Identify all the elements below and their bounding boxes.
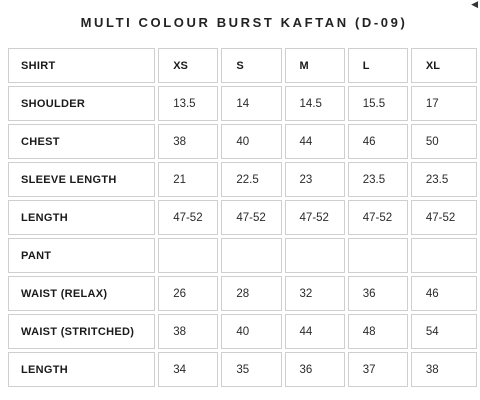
column-header-garment: SHIRT [8, 48, 155, 83]
size-table [5, 45, 480, 390]
column-header-size: XS [158, 48, 218, 83]
table-cell [348, 238, 408, 273]
table-cell: 36 [285, 352, 345, 387]
table-cell: 47-52 [348, 200, 408, 235]
table-row [8, 276, 477, 311]
table-cell: 21 [158, 162, 218, 197]
table-cell: 40 [221, 124, 281, 159]
row-label: WAIST (STRITCHED) [8, 314, 155, 349]
table-cell: 28 [221, 276, 281, 311]
table-cell: 23.5 [348, 162, 408, 197]
page-title: MULTI COLOUR BURST KAFTAN (D-09) [80, 15, 408, 30]
row-label: WAIST (RELAX) [8, 276, 155, 311]
table-cell: 35 [221, 352, 281, 387]
row-label: LENGTH [8, 352, 155, 387]
table-cell [411, 238, 477, 273]
table-header-row [8, 48, 477, 83]
table-cell: 38 [158, 124, 218, 159]
table-row [8, 86, 477, 121]
table-cell: 14.5 [285, 86, 345, 121]
table-cell: 22.5 [221, 162, 281, 197]
arrow-left-icon: ◀ [471, 0, 478, 9]
table-cell: 23.5 [411, 162, 477, 197]
table-cell: 13.5 [158, 86, 218, 121]
table-cell: 47-52 [285, 200, 345, 235]
table-cell: 23 [285, 162, 345, 197]
table-cell: 44 [285, 314, 345, 349]
table-cell: 47-52 [221, 200, 281, 235]
table-cell: 38 [158, 314, 218, 349]
table-row [8, 238, 477, 273]
row-label: CHEST [8, 124, 155, 159]
table-cell [158, 238, 218, 273]
table-cell [221, 238, 281, 273]
row-label: PANT [8, 238, 155, 273]
row-label: SLEEVE LENGTH [8, 162, 155, 197]
table-cell: 38 [411, 352, 477, 387]
table-cell: 40 [221, 314, 281, 349]
size-table-body [8, 48, 477, 387]
table-row [8, 200, 477, 235]
column-header-size: M [285, 48, 345, 83]
table-cell: 50 [411, 124, 477, 159]
table-cell: 17 [411, 86, 477, 121]
table-cell: 26 [158, 276, 218, 311]
table-row [8, 124, 477, 159]
table-cell: 44 [285, 124, 345, 159]
table-cell: 48 [348, 314, 408, 349]
table-cell: 36 [348, 276, 408, 311]
column-header-size: L [348, 48, 408, 83]
table-cell: 47-52 [411, 200, 477, 235]
table-cell: 54 [411, 314, 477, 349]
table-cell: 46 [348, 124, 408, 159]
table-row [8, 162, 477, 197]
table-cell: 47-52 [158, 200, 218, 235]
table-cell: 32 [285, 276, 345, 311]
column-header-size: S [221, 48, 281, 83]
row-label: SHOULDER [8, 86, 155, 121]
row-label: LENGTH [8, 200, 155, 235]
column-header-size: XL [411, 48, 477, 83]
table-cell: 15.5 [348, 86, 408, 121]
table-cell [285, 238, 345, 273]
table-cell: 34 [158, 352, 218, 387]
table-cell: 46 [411, 276, 477, 311]
table-row [8, 352, 477, 387]
table-cell: 37 [348, 352, 408, 387]
table-cell: 14 [221, 86, 281, 121]
table-row [8, 314, 477, 349]
